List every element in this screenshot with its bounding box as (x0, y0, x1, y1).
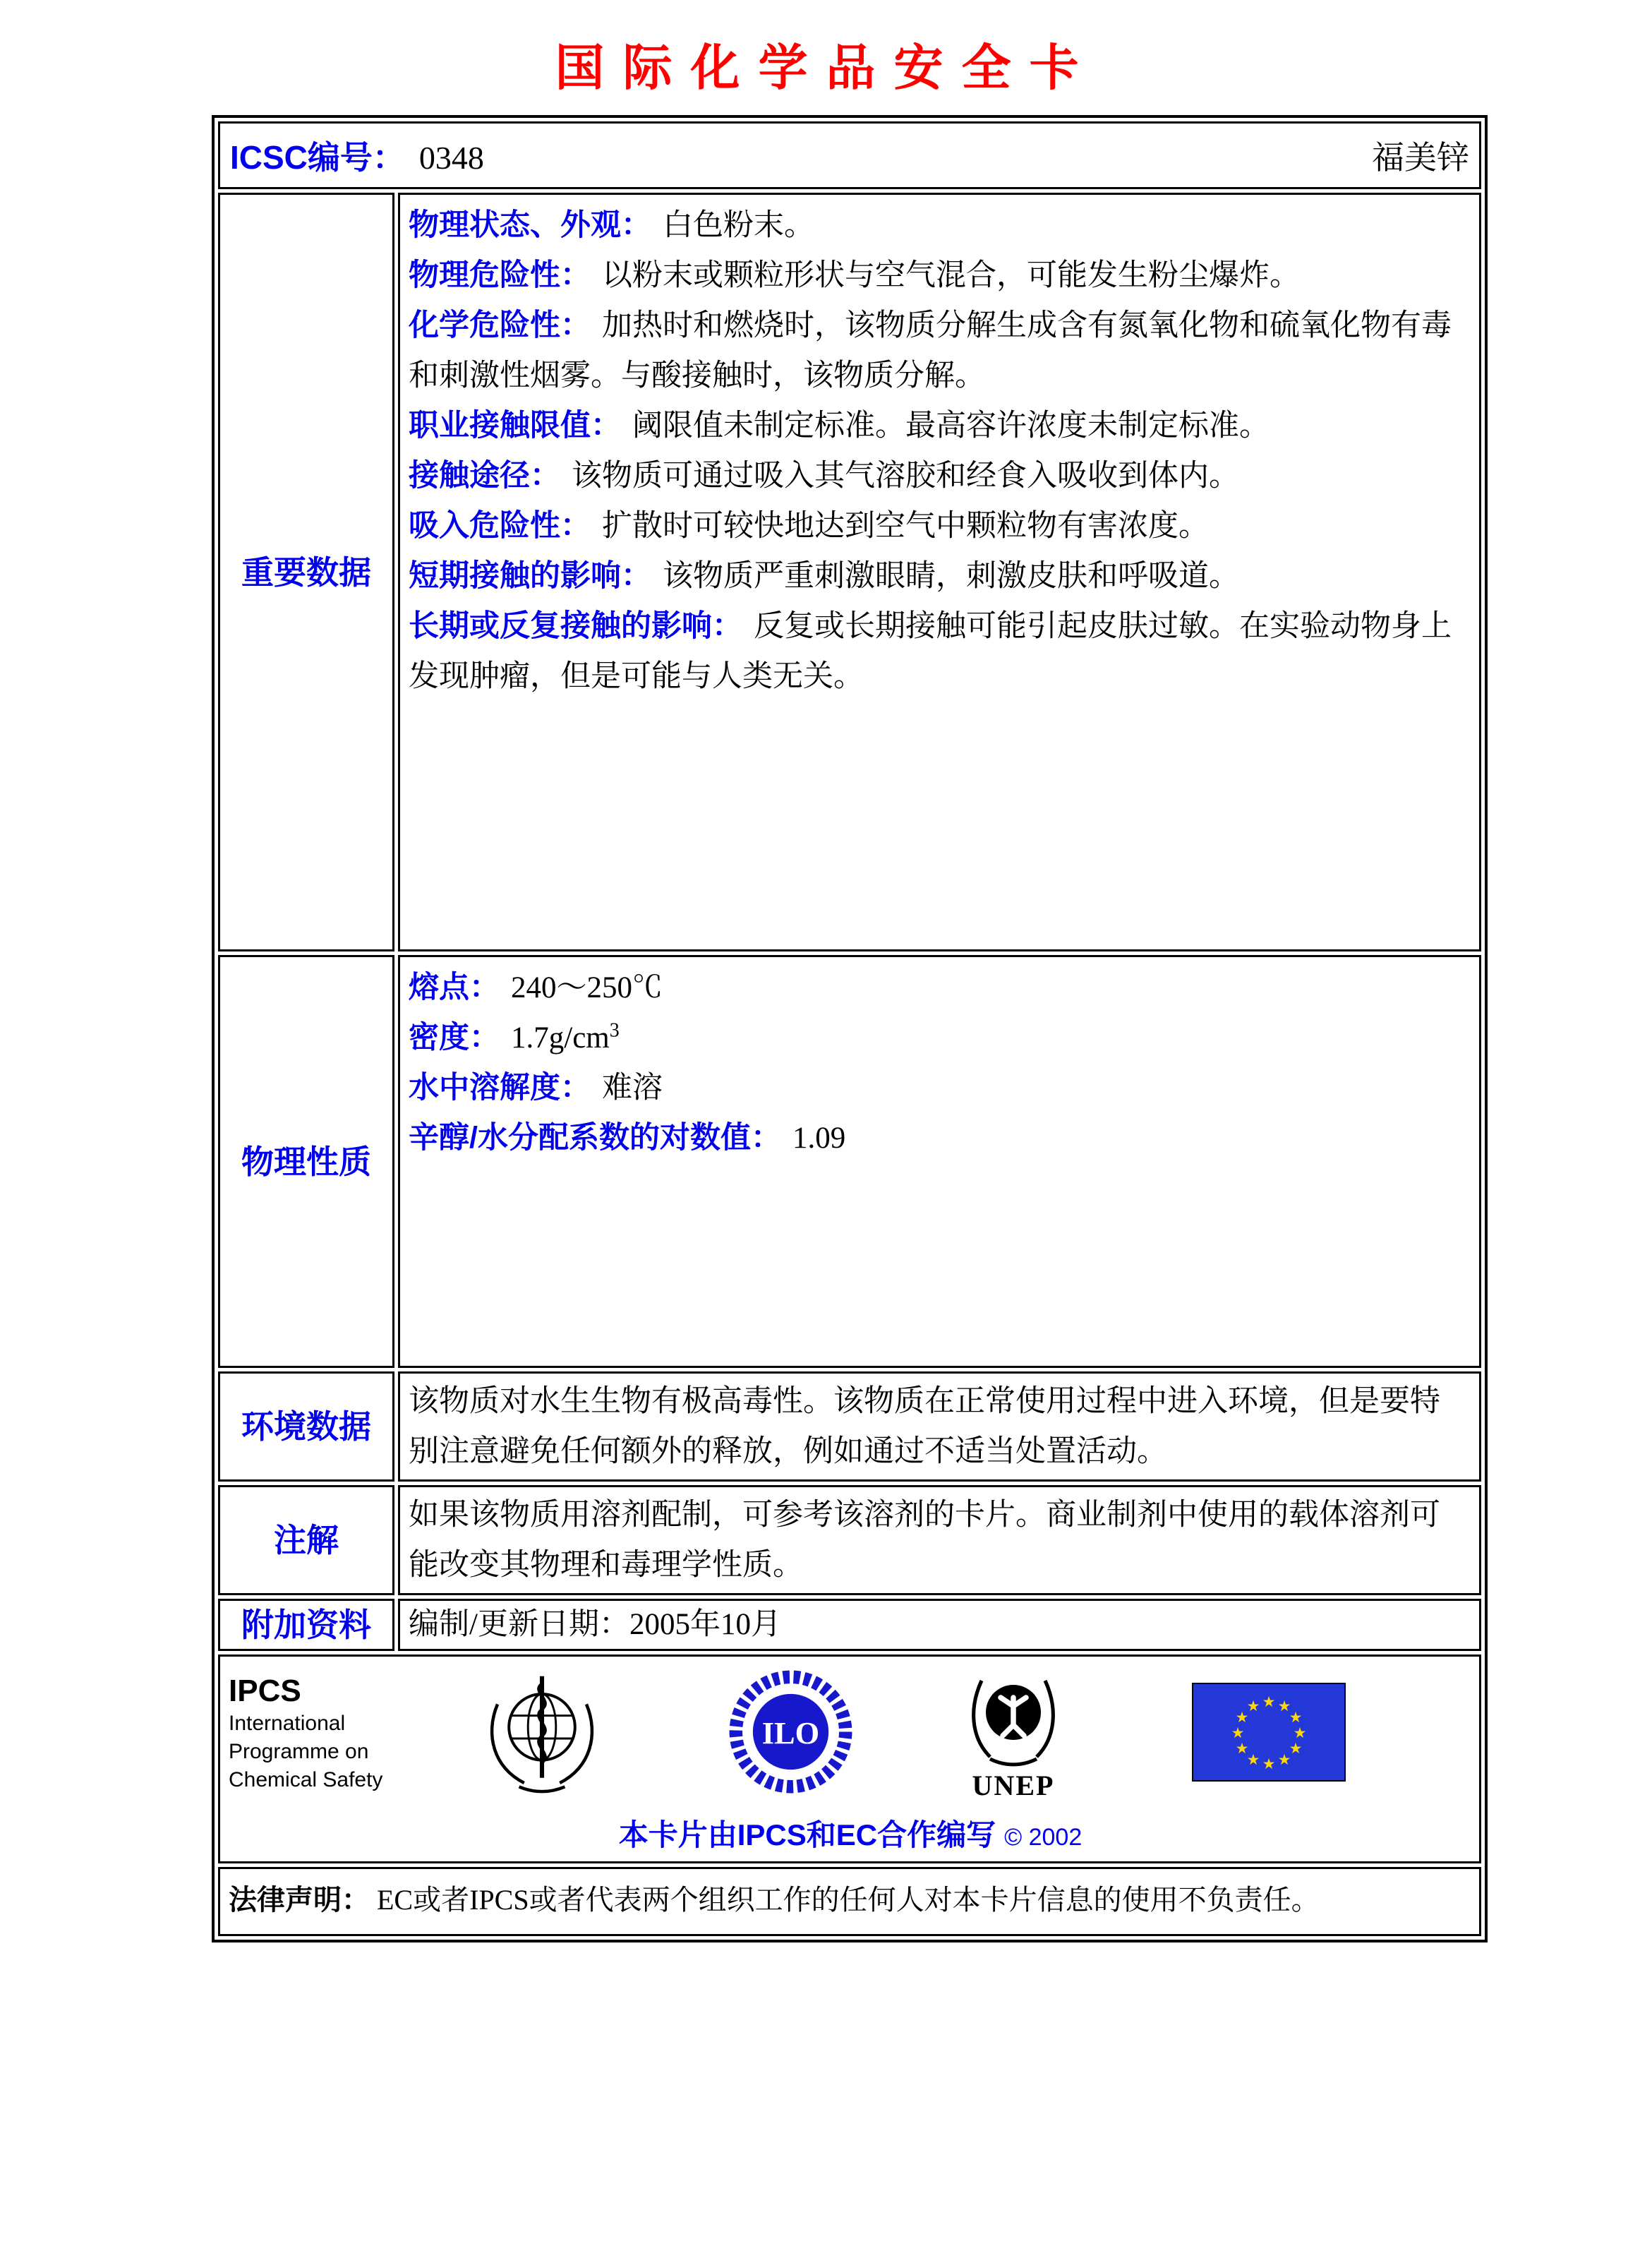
additional-info-text: 编制/更新日期：2005年10月 (409, 1608, 781, 1641)
svg-text:★: ★ (1277, 1697, 1291, 1714)
important-data-item (409, 551, 1461, 601)
field-value: 以粉末或颗粒形状与空气混合，可能发生粉尘爆炸。 (602, 259, 1300, 292)
legal-row (218, 1867, 1481, 1936)
environmental-data-row (218, 1371, 1481, 1482)
caption-text: 本卡片由IPCS和EC合作编写 (618, 1818, 996, 1851)
who-logo-icon (478, 1669, 605, 1799)
physical-property-item (409, 1063, 1461, 1113)
field-value: 该物质严重刺激眼睛，刺激皮肤和呼吸道。 (663, 560, 1239, 593)
field-label: 水中溶解度： (409, 1071, 591, 1105)
ipcs-title: IPCS (229, 1674, 301, 1708)
additional-info-row-label: 附加资料 (218, 1599, 394, 1651)
important-data-item (409, 200, 1461, 251)
physical-property-item (409, 1013, 1461, 1063)
important-data-item (409, 301, 1461, 401)
svg-text:★: ★ (1235, 1708, 1249, 1726)
physical-properties-row (218, 955, 1481, 1368)
svg-text:★: ★ (1277, 1750, 1291, 1768)
field-label: 辛醇/水分配系数的对数值： (409, 1121, 781, 1155)
notes-text: 如果该物质用溶剂配制，可参考该溶剂的卡片。商业制剂中使用的载体溶剂可能改变其物理和毒理学性质。 (409, 1499, 1440, 1582)
header-cell (218, 121, 1481, 189)
icsc-number-label: ICSC编号： (230, 139, 405, 176)
field-value: 该物质可通过吸入其气溶胶和经食入吸收到体内。 (572, 460, 1239, 493)
notes-row-label: 注解 (218, 1485, 394, 1595)
field-label: 熔点： (409, 971, 500, 1004)
field-value: 白色粉末。 (663, 209, 814, 242)
physical-properties-row-label: 物理性质 (218, 955, 394, 1368)
important-data-item (409, 501, 1461, 551)
ipcs-text-block (229, 1673, 405, 1794)
svg-text:★: ★ (1293, 1724, 1307, 1741)
important-data-row (218, 193, 1481, 951)
environmental-data-text: 该物质对水生生物有极高毒性。该物质在正常使用过程中进入环境，但是要特别注意避免任何额外的释放，例如通过不适当处置活动。 (409, 1385, 1440, 1468)
environmental-data-row-label: 环境数据 (218, 1371, 394, 1482)
important-data-item (409, 601, 1461, 702)
ipcs-subtitle-line: Programme on (229, 1740, 369, 1763)
field-label: 密度： (409, 1021, 500, 1055)
field-label: 长期或反复接触的影响： (409, 609, 742, 643)
field-label: 职业接触限值： (409, 409, 621, 443)
icsc-card-table (212, 115, 1488, 1942)
field-label: 物理危险性： (409, 258, 591, 292)
ipcs-subtitle-line: Chemical Safety (229, 1768, 383, 1791)
icsc-number-group (230, 132, 484, 179)
physical-property-item (409, 963, 1461, 1013)
logos-row (218, 1655, 1481, 1863)
chemical-name: 福美锌 (1372, 140, 1469, 176)
important-data-row-label: 重要数据 (218, 193, 394, 951)
svg-text:★: ★ (1262, 1755, 1276, 1772)
field-label: 化学危险性： (409, 308, 591, 342)
ilo-logo-icon (725, 1667, 856, 1801)
svg-text:★: ★ (1262, 1693, 1276, 1710)
field-value: 难溶 (602, 1071, 663, 1105)
additional-info-row (218, 1599, 1481, 1651)
density-superscript: 3 (609, 1019, 620, 1042)
field-value: 1.7g/cm (511, 1021, 610, 1055)
physical-property-item (409, 1113, 1461, 1163)
notes-content-cell (398, 1485, 1481, 1595)
svg-text:★: ★ (1246, 1750, 1260, 1768)
additional-info-content-cell (398, 1599, 1481, 1651)
field-value: 反复或长期接触可能引起皮肤过敏。在实验动物身上发现肿瘤，但是可能与人类无关。 (409, 610, 1452, 693)
svg-text:ILO: ILO (761, 1715, 820, 1751)
svg-text:★: ★ (1235, 1739, 1249, 1757)
header-row (218, 121, 1481, 189)
legal-label: 法律声明： (229, 1885, 370, 1916)
field-value: 扩散时可较快地达到空气中颗粒物有害浓度。 (602, 510, 1209, 543)
unep-label: UNEP (972, 1769, 1055, 1801)
legal-cell (218, 1867, 1481, 1936)
svg-text:★: ★ (1246, 1697, 1260, 1714)
notes-row (218, 1485, 1481, 1595)
ipcs-subtitle-line: International (229, 1712, 346, 1735)
svg-text:★: ★ (1289, 1739, 1303, 1757)
page-title: 国际化学品安全卡 (555, 40, 1097, 95)
important-data-item (409, 451, 1461, 501)
field-value: 1.09 (792, 1122, 846, 1155)
logos-cell (218, 1655, 1481, 1863)
eu-flag-icon (1192, 1683, 1346, 1785)
copyright-text: © 2002 (1004, 1824, 1083, 1851)
legal-text: EC或者IPCS或者代表两个组织工作的任何人对本卡片信息的使用不负责任。 (377, 1884, 1320, 1916)
field-value: 240～250℃ (511, 971, 663, 1004)
icsc-number-value: 0348 (418, 140, 484, 176)
field-value: 阈限值未制定标准。最高容许浓度未制定标准。 (632, 409, 1270, 443)
field-label: 吸入危险性： (409, 509, 591, 543)
environmental-data-content-cell (398, 1371, 1481, 1482)
svg-text:★: ★ (1289, 1708, 1303, 1726)
important-data-item (409, 251, 1461, 301)
field-value: 加热时和燃烧时，该物质分解生成含有氮氧化物和硫氧化物有毒和刺激性烟雾。与酸接触时，该物质分解。 (409, 309, 1452, 392)
cooperation-caption (229, 1812, 1472, 1854)
physical-properties-content-cell (398, 955, 1481, 1368)
important-data-item (409, 401, 1461, 451)
field-label: 短期接触的影响： (409, 559, 651, 593)
important-data-content-cell (398, 193, 1481, 951)
field-label: 接触途径： (409, 459, 560, 493)
svg-text:★: ★ (1231, 1724, 1245, 1741)
field-label: 物理状态、外观： (409, 208, 651, 242)
unep-logo-icon (960, 1668, 1066, 1800)
